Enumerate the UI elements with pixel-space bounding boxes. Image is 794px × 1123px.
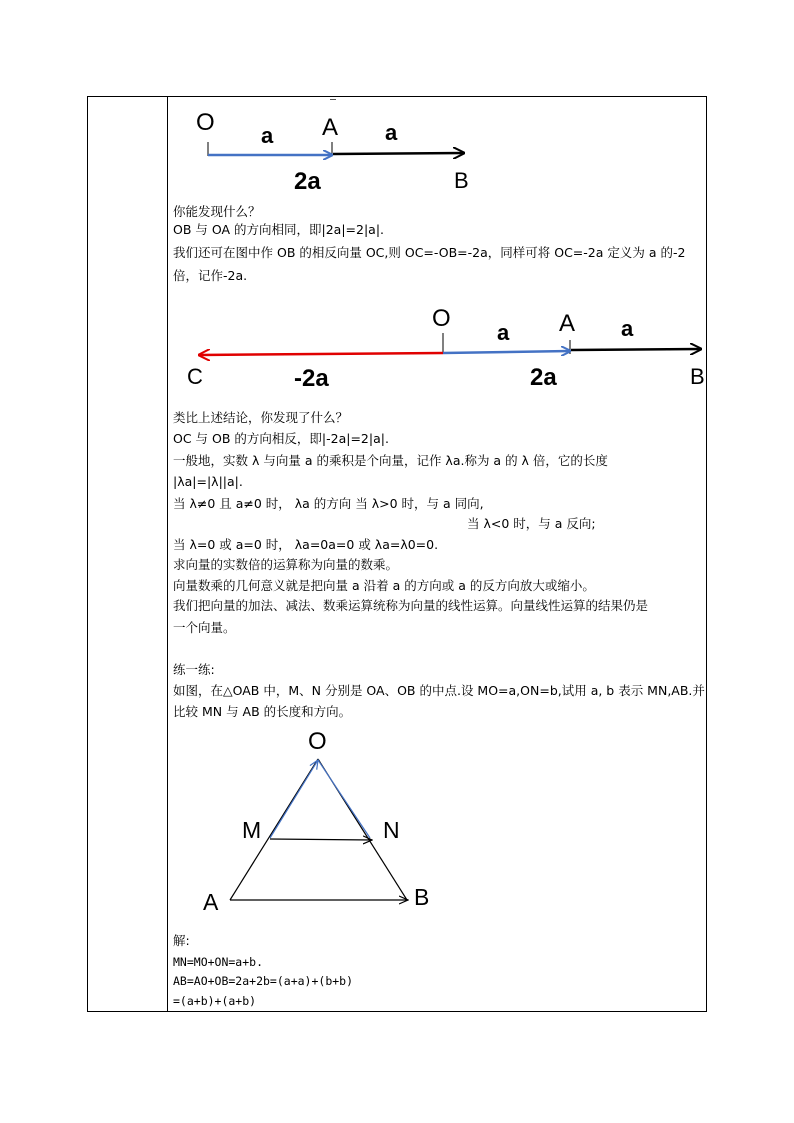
- diagram-1: [196, 109, 469, 195]
- label-A: A: [203, 889, 219, 915]
- label-neg2a: -2a: [294, 365, 329, 392]
- vector-AB: [571, 349, 701, 350]
- text1-line1: OB 与 OA 的方向相同，即|2a|=2|a|.: [173, 222, 385, 237]
- text2-line7: 求向量的实数倍的运算称为向量的数乘。: [173, 557, 399, 572]
- label-B: B: [414, 884, 430, 910]
- text1-line2: 我们还可在图中作 OB 的相反向量 OC,则 OC=-OB=-2a，同样可将 OC=-2a 定义为 a 的-2: [173, 245, 686, 260]
- label-A: A: [322, 114, 339, 141]
- question-1: 你能发现什么？: [173, 204, 261, 219]
- label-N: N: [383, 817, 400, 843]
- label-a1: a: [497, 320, 510, 345]
- label-M: M: [242, 817, 262, 843]
- label-a2: a: [621, 316, 634, 341]
- text2-line2: 一般地，实数 λ 与向量 a 的乘积是个向量，记作 λa.称为 a 的 λ 倍，它的长度: [173, 453, 608, 468]
- question-2: 类比上述结论，你发现了什么？: [173, 410, 349, 425]
- vector-ON: [318, 760, 370, 838]
- text2-line9: 我们把向量的加法、减法、数乘运算统称为向量的线性运算。向量线性运算的结果仍是: [173, 598, 649, 613]
- text1-line3: 倍，记作-2a.: [173, 268, 248, 283]
- label-B: B: [690, 364, 705, 389]
- solution-line2: AB=AO+OB=2a+2b=(a+a)+(b+b): [173, 974, 354, 988]
- text2-line3: |λa|=|λ||a|.: [173, 474, 243, 489]
- vector-AB: [333, 153, 464, 154]
- vector-MN: [270, 839, 372, 840]
- text2-line4: 当 λ≠0 且 a≠0 时， λa 的方向 当 λ>0 时，与 a 同向,: [173, 496, 484, 511]
- label-2a: 2a: [530, 364, 557, 391]
- text2-line10: 一个向量。: [173, 620, 236, 635]
- text2-line8: 向量数乘的几何意义就是把向量 a 沿着 a 的方向或 a 的反方向放大或缩小。: [173, 578, 595, 593]
- diagram-2: [187, 305, 705, 392]
- text2-line6: 当 λ=0 或 a=0 时， λa=0a=0 或 λa=λ0=0.: [173, 537, 439, 552]
- label-O: O: [432, 305, 451, 332]
- label-O: O: [196, 109, 215, 136]
- label-a2: a: [385, 120, 398, 145]
- label-A: A: [559, 310, 576, 337]
- vector-MO: [270, 760, 318, 838]
- practice-line2: 比较 MN 与 AB 的长度和方向。: [173, 704, 352, 719]
- vector-OA: [443, 351, 570, 353]
- label-2a: 2a: [294, 168, 321, 195]
- diagram-3: [203, 728, 429, 915]
- text2-line5: 当 λ<0 时，与 a 反向;: [467, 516, 596, 531]
- label-B: B: [454, 168, 469, 193]
- label-C: C: [187, 364, 203, 389]
- practice-title: 练一练:: [173, 662, 215, 677]
- solution-line1: MN=MO+ON=a+b.: [173, 955, 264, 969]
- solution-title: 解:: [173, 933, 190, 948]
- text2-line1: OC 与 OB 的方向相反，即|-2a|=2|a|.: [173, 431, 389, 446]
- label-O: O: [308, 728, 327, 755]
- label-a1: a: [261, 123, 274, 148]
- solution-line3: =(a+b)+(a+b): [173, 994, 257, 1008]
- vector-OC: [199, 353, 443, 355]
- practice-line1: 如图，在△OAB 中，M、N 分别是 OA、OB 的中点.设 MO=a,ON=b,试用 a, b 表示 MN,AB.并: [173, 683, 705, 698]
